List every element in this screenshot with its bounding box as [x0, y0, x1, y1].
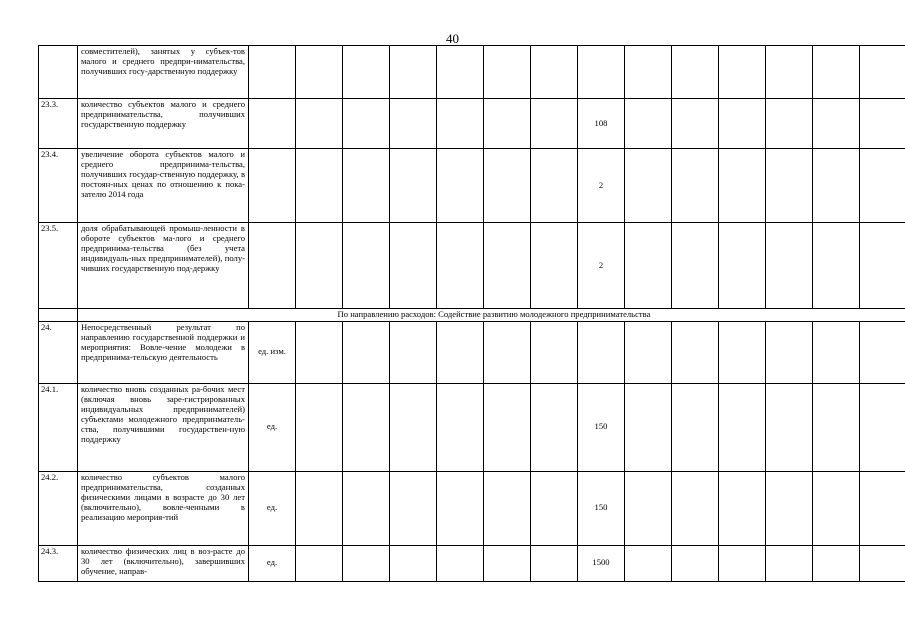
empty-cell	[860, 46, 905, 99]
row-number: 24.3.	[39, 545, 78, 581]
unit-cell	[249, 46, 296, 99]
empty-cell	[296, 46, 343, 99]
empty-cell	[343, 383, 390, 471]
empty-cell	[390, 321, 437, 383]
empty-cell	[437, 383, 484, 471]
empty-cell	[766, 471, 813, 545]
table-row	[39, 223, 905, 309]
row-number: 24.1.	[39, 383, 78, 471]
row-number: 23.3.	[39, 99, 78, 149]
empty-cell	[390, 99, 437, 149]
empty-cell	[484, 149, 531, 223]
empty-cell	[484, 321, 531, 383]
unit-cell	[249, 149, 296, 223]
empty-cell	[813, 471, 860, 545]
empty-cell	[484, 545, 531, 581]
empty-cell	[625, 46, 672, 99]
empty-cell	[390, 149, 437, 223]
empty-cell	[296, 383, 343, 471]
empty-cell	[672, 545, 719, 581]
empty-cell	[390, 46, 437, 99]
empty-cell	[625, 223, 672, 309]
unit-cell: ед.	[249, 383, 296, 471]
empty-cell	[625, 545, 672, 581]
empty-cell	[719, 99, 766, 149]
empty-cell	[860, 99, 905, 149]
empty-cell	[531, 321, 578, 383]
empty-cell	[860, 383, 905, 471]
empty-cell	[343, 46, 390, 99]
empty-cell	[531, 46, 578, 99]
empty-cell	[437, 545, 484, 581]
empty-cell	[625, 471, 672, 545]
indicator-description: доля обрабатывающей промыш-ленности в обороте субъектов ма-лого и среднего предпринима-тельства (без учета индивидуаль-ных предпринимателей), полу-чивших государственную под-держку	[78, 223, 249, 309]
empty-cell	[296, 223, 343, 309]
empty-cell	[860, 321, 905, 383]
empty-cell	[672, 223, 719, 309]
indicator-description: Непосредственный результат по направлению государственной поддержки и мероприятия: Вовле-чение молодежи в предпринима-тельскую деятельность	[78, 321, 249, 383]
empty-cell	[813, 321, 860, 383]
empty-cell	[390, 471, 437, 545]
empty-cell	[625, 383, 672, 471]
empty-cell	[672, 46, 719, 99]
empty-cell	[813, 383, 860, 471]
empty-cell	[766, 223, 813, 309]
value-cell: 150	[578, 471, 625, 545]
empty-cell	[719, 223, 766, 309]
row-number: 23.5.	[39, 223, 78, 309]
table-row	[39, 46, 905, 99]
empty-cell	[437, 46, 484, 99]
indicator-description: количество субъектов малого предпринимательства, созданных физическими лицами в возрасте до 30 лет (включительно), вовле-ченными в реализацию мероприя-тий	[78, 471, 249, 545]
table-row	[39, 545, 905, 581]
empty-cell	[296, 99, 343, 149]
empty-cell	[390, 545, 437, 581]
empty-cell	[437, 321, 484, 383]
value-cell	[578, 321, 625, 383]
empty-cell	[719, 46, 766, 99]
empty-cell	[719, 383, 766, 471]
indicators-table	[38, 45, 905, 582]
empty-cell	[531, 99, 578, 149]
empty-cell	[672, 383, 719, 471]
empty-cell	[860, 545, 905, 581]
row-number: 24.	[39, 321, 78, 383]
empty-cell	[766, 46, 813, 99]
empty-cell	[437, 149, 484, 223]
empty-cell	[719, 545, 766, 581]
unit-cell: ед.	[249, 471, 296, 545]
unit-cell: ед. изм.	[249, 321, 296, 383]
empty-cell	[672, 149, 719, 223]
empty-cell	[860, 223, 905, 309]
empty-cell	[625, 321, 672, 383]
empty-cell	[766, 383, 813, 471]
empty-cell	[296, 545, 343, 581]
empty-cell	[813, 545, 860, 581]
empty-cell	[531, 471, 578, 545]
empty-cell	[343, 149, 390, 223]
value-cell: 2	[578, 149, 625, 223]
empty-cell	[813, 149, 860, 223]
empty-cell	[484, 383, 531, 471]
empty-cell	[719, 149, 766, 223]
empty-cell	[766, 321, 813, 383]
unit-cell: ед.	[249, 545, 296, 581]
empty-cell	[484, 46, 531, 99]
indicator-description: количество физических лиц в воз-расте до 30 лет (включительно), завершивших обучение, направ-	[78, 545, 249, 581]
empty-cell	[672, 471, 719, 545]
empty-cell	[813, 223, 860, 309]
section-heading: По направлению расходов: Содействие развитию молодежного предпринимательства	[78, 309, 905, 322]
empty-cell	[766, 545, 813, 581]
empty-cell	[390, 383, 437, 471]
row-number: 23.4.	[39, 149, 78, 223]
empty-cell	[813, 99, 860, 149]
table-row	[39, 471, 905, 545]
empty-cell	[766, 149, 813, 223]
value-cell: 150	[578, 383, 625, 471]
value-cell: 1500	[578, 545, 625, 581]
empty-cell	[484, 223, 531, 309]
empty-cell	[296, 321, 343, 383]
indicator-description: количество вновь созданных ра-бочих мест (включая вновь заре-гистрированных индивидуальных предпринимателей) субъектами молодежного предпринматель-ства, получившими государствен-ную поддержку	[78, 383, 249, 471]
empty-cell	[531, 149, 578, 223]
empty-cell	[390, 223, 437, 309]
table-row	[39, 321, 905, 383]
indicator-description: количество субъектов малого и среднего предпринимательства, получивших государственную поддержку	[78, 99, 249, 149]
empty-cell	[437, 99, 484, 149]
empty-cell	[437, 471, 484, 545]
empty-cell	[860, 149, 905, 223]
value-cell: 2	[578, 223, 625, 309]
empty-cell	[484, 471, 531, 545]
row-number: 24.2.	[39, 471, 78, 545]
empty-cell	[813, 46, 860, 99]
table-row	[39, 149, 905, 223]
empty-cell	[296, 471, 343, 545]
table-row	[39, 99, 905, 149]
empty-cell	[672, 321, 719, 383]
empty-cell	[343, 545, 390, 581]
empty-cell	[531, 545, 578, 581]
indicator-description: совместителей), занятых у субъек-тов малого и среднего предпри-нимательства, получивших госу-дарственную поддержку	[78, 46, 249, 99]
section-row	[39, 309, 905, 322]
empty-cell	[766, 99, 813, 149]
empty-cell	[719, 471, 766, 545]
row-number	[39, 46, 78, 99]
empty-cell	[484, 99, 531, 149]
value-cell	[578, 46, 625, 99]
page-number: 40	[446, 31, 459, 46]
empty-cell	[343, 223, 390, 309]
empty-cell	[343, 471, 390, 545]
empty-cell	[296, 149, 343, 223]
empty-cell	[531, 383, 578, 471]
unit-cell	[249, 99, 296, 149]
empty-cell	[437, 223, 484, 309]
value-cell: 108	[578, 99, 625, 149]
empty-cell	[343, 99, 390, 149]
empty-cell	[625, 149, 672, 223]
empty-cell	[343, 321, 390, 383]
empty-cell	[39, 309, 78, 322]
empty-cell	[860, 471, 905, 545]
table-row	[39, 383, 905, 471]
empty-cell	[672, 99, 719, 149]
unit-cell	[249, 223, 296, 309]
indicator-description: увеличение оборота субъектов малого и среднего предпринима-тельства, получивших государ-ственную поддержку, в постоян-ных ценах по отношению к пока-зателю 2014 года	[78, 149, 249, 223]
empty-cell	[625, 99, 672, 149]
empty-cell	[531, 223, 578, 309]
empty-cell	[719, 321, 766, 383]
